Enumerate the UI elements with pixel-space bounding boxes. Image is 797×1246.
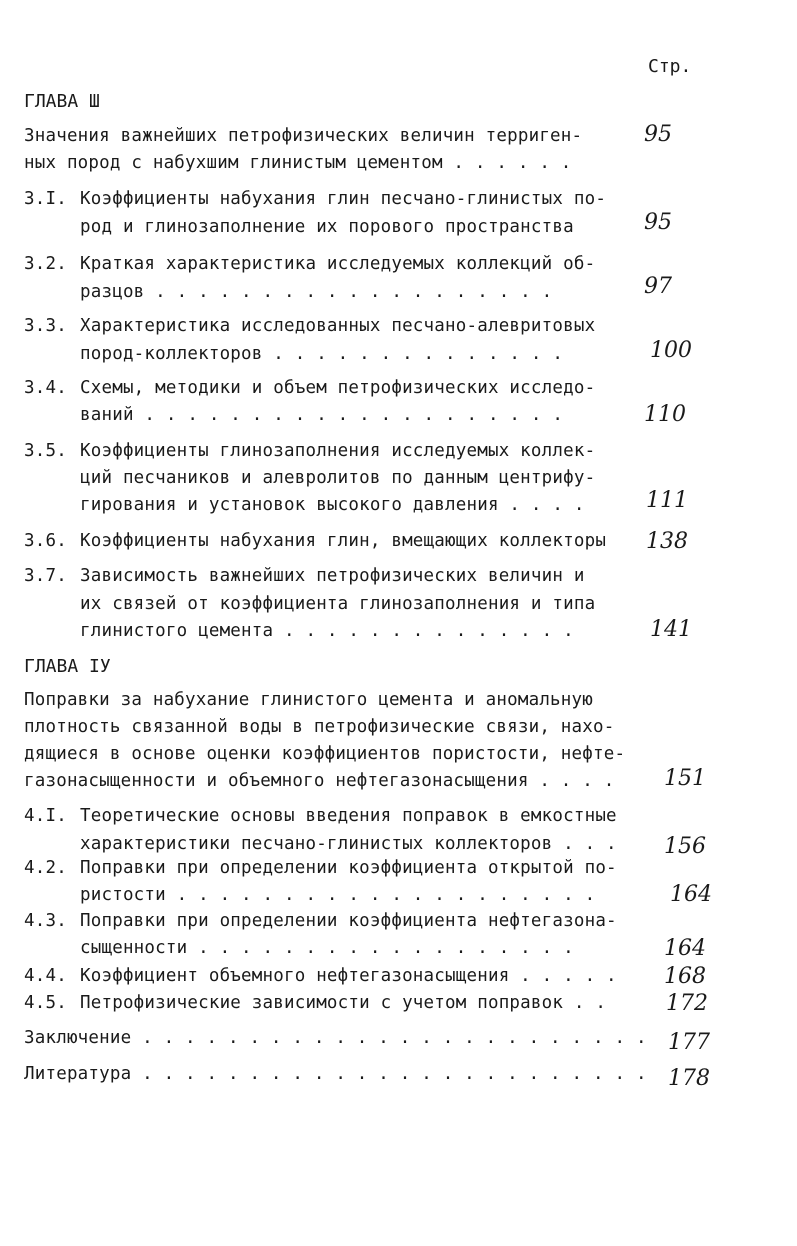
- page-column-label: Стр.: [648, 56, 692, 77]
- entry-text-line: гирования и установок высокого давления . . . .: [80, 495, 585, 515]
- entry-text-line: разцов . . . . . . . . . . . . . . . . . . .: [80, 282, 553, 302]
- section-number: 3.I.: [24, 189, 67, 209]
- entry-text-line: Поправки при определении коэффициента открытой по-: [80, 858, 617, 878]
- page-number: 138: [646, 529, 688, 554]
- page-number: 95: [644, 122, 672, 147]
- page-number: 172: [666, 991, 708, 1016]
- entry-text-line: Коэффициент объемного нефтегазонасыщения . . . . .: [80, 966, 617, 986]
- entry-text-line: Схемы, методики и объем петрофизических исследо-: [80, 378, 596, 398]
- entry-text-line: Характеристика исследованных песчано-алевритовых: [80, 316, 596, 336]
- entry-text-line: пород-коллекторов . . . . . . . . . . . . . .: [80, 344, 564, 364]
- page-number: 178: [668, 1066, 710, 1091]
- page-number: 151: [664, 766, 706, 791]
- page-number: 164: [670, 882, 712, 907]
- section-number: 3.6.: [24, 531, 67, 551]
- chapter-heading: ГЛАВА IУ: [24, 656, 111, 677]
- entry-text-line: ций песчаников и алевролитов по данным центрифу-: [80, 468, 596, 488]
- section-number: 4.5.: [24, 993, 67, 1013]
- entry-text-line: глинистого цемента . . . . . . . . . . . . . .: [80, 621, 574, 641]
- entry-text-line: ристости . . . . . . . . . . . . . . . . . . . .: [80, 885, 596, 905]
- entry-text-line: Поправки за набухание глинистого цемента и аномальную: [24, 690, 594, 710]
- entry-text-line: ваний . . . . . . . . . . . . . . . . . . . .: [80, 405, 564, 425]
- entry-text-line: Зависимость важнейших петрофизических величин и: [80, 566, 585, 586]
- section-number: 4.I.: [24, 806, 67, 826]
- section-number: 4.3.: [24, 911, 67, 931]
- section-number: 3.2.: [24, 254, 67, 274]
- entry-text-line: Краткая характеристика исследуемых коллекций об-: [80, 254, 596, 274]
- entry-text-line: характеристики песчано-глинистых коллекторов . . .: [80, 834, 617, 854]
- entry-text-line: ных пород с набухшим глинистым цементом . . . . . .: [24, 153, 572, 173]
- entry-text-line: их связей от коэффициента глинозаполнения и типа: [80, 594, 596, 614]
- section-number: 4.4.: [24, 966, 67, 986]
- page-number: 111: [646, 488, 688, 513]
- entry-text-line: Коэффициенты набухания глин, вмещающих коллекторы: [80, 531, 607, 551]
- entry-text-line: сыщенности . . . . . . . . . . . . . . . . . .: [80, 938, 574, 958]
- entry-text-line: Коэффициенты глинозаполнения исследуемых коллек-: [80, 441, 596, 461]
- section-number: 3.7.: [24, 566, 67, 586]
- page-number: 110: [644, 402, 686, 427]
- entry-text-line: Коэффициенты набухания глин песчано-глинистых по-: [80, 189, 607, 209]
- page-number: 97: [644, 274, 672, 299]
- page-number: 177: [668, 1030, 710, 1055]
- page-number: 100: [650, 338, 692, 363]
- entry-text-line: Значения важнейших петрофизических величин терриген-: [24, 126, 583, 146]
- page-number: 168: [664, 964, 706, 989]
- entry-text-line: дящиеся в основе оценки коэффициентов пористости, нефте-: [24, 744, 626, 764]
- entry-text-line: Петрофизические зависимости с учетом поправок . .: [80, 993, 607, 1013]
- entry-text-line: Теоретические основы введения поправок в емкостные: [80, 806, 617, 826]
- entry-text-line: Литература . . . . . . . . . . . . . . . . . . . . . . . .: [24, 1064, 647, 1084]
- entry-text-line: род и глинозаполнение их порового пространства: [80, 217, 574, 237]
- page-number: 141: [650, 617, 692, 642]
- section-number: 3.3.: [24, 316, 67, 336]
- page-number: 156: [664, 834, 706, 859]
- entry-text-line: Заключение . . . . . . . . . . . . . . . . . . . . . . . .: [24, 1028, 647, 1048]
- entry-text-line: плотность связанной воды в петрофизические связи, нахо-: [24, 717, 615, 737]
- section-number: 3.4.: [24, 378, 67, 398]
- section-number: 4.2.: [24, 858, 67, 878]
- entry-text-line: газонасыщенности и объемного нефтегазонасыщения . . . .: [24, 771, 615, 791]
- section-number: 3.5.: [24, 441, 67, 461]
- page-number: 164: [664, 936, 706, 961]
- page-number: 95: [644, 210, 672, 235]
- chapter-heading: ГЛАВА Ш: [24, 91, 100, 112]
- entry-text-line: Поправки при определении коэффициента нефтегазона-: [80, 911, 617, 931]
